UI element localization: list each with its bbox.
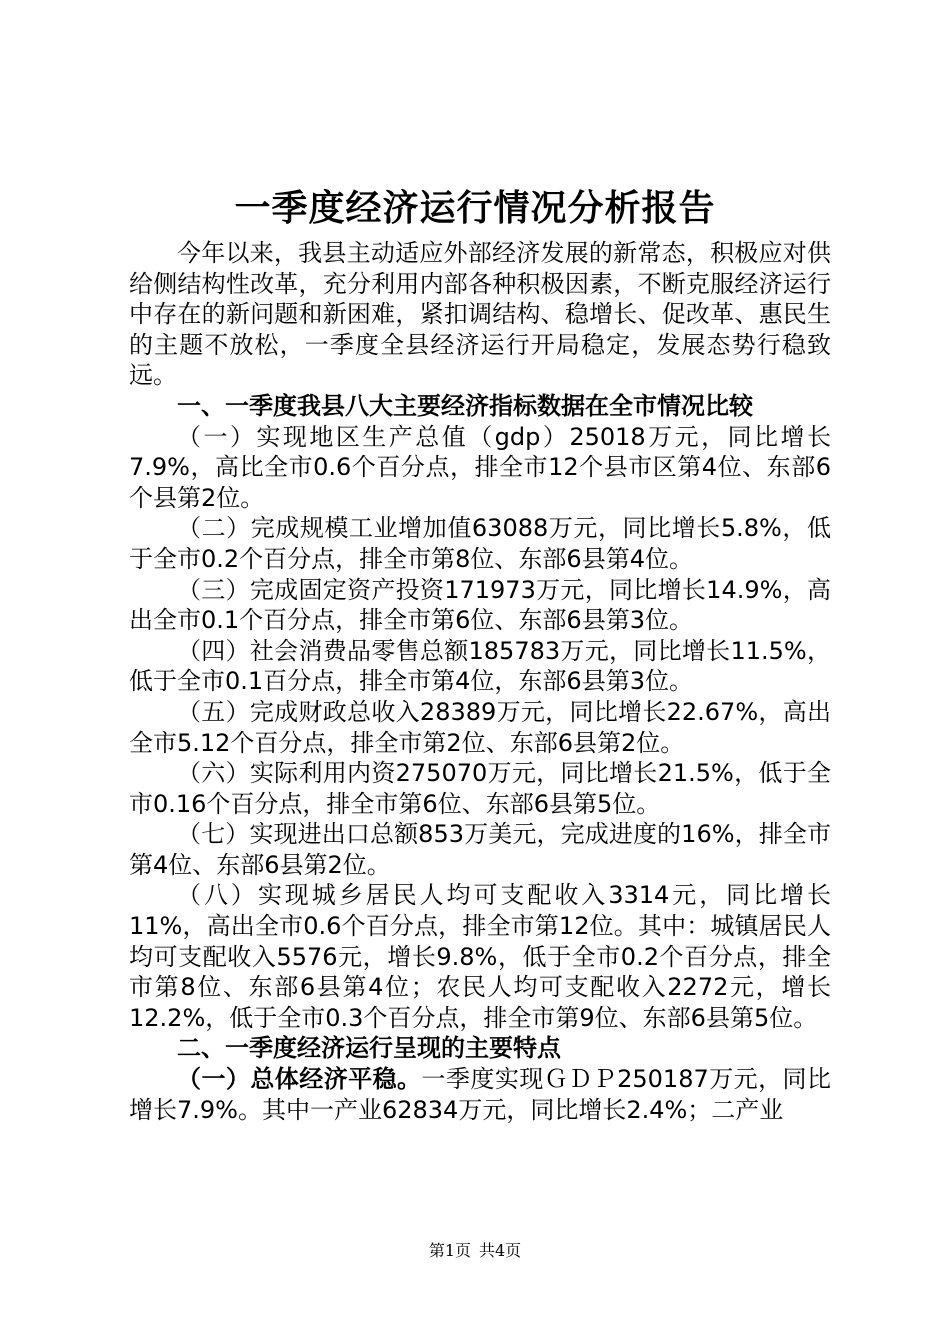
section-2-heading: 二、一季度经济运行呈现的主要特点 (177, 1034, 561, 1063)
intro-paragraph: 今年以来，我县主动适应外部经济发展的新常态，积极应对供给侧结构性改革，充分利用内部各种积极因素，不断克服经济运行中存在的新问题和新困难，紧扣调结构、稳增长、促改革、惠民生的主题不放松，一季度全县经济运行开局稳定，发展态势行稳致远。 (129, 239, 831, 390)
page-number-current: 第1页 (428, 1241, 471, 1260)
indicator-item-5: （五）完成财政总收入28389万元，同比增长22.67%，高出全市5.12个百分点，排全市第2位、东部6县第2位。 (129, 697, 831, 757)
document-title: 一季度经济运行情况分析报告 (234, 187, 716, 229)
document-body (129, 238, 831, 1125)
feature-item-1-text: 一季度实现ＧＤＰ250187万元，同比增长7.9%。其中一产业62834万元，同比增长2.4%；二产业 (129, 1065, 831, 1124)
indicator-item-6: （六）实际利用内资275070万元，同比增长21.5%，低于全市0.16个百分点，排全市第6位、东部6县第5位。 (129, 759, 831, 818)
feature-item-1 (129, 1064, 831, 1125)
feature-item-1-lead: （一）总体经济平稳。 (177, 1065, 422, 1094)
page-number-total: 共4页 (479, 1241, 522, 1260)
indicator-item-8: （八）实现城乡居民人均可支配收入3314元，同比增长11%，高出全市0.6个百分点，排全市第12位。其中：城镇居民人均可支配收入5576元，增长9.8%，低于全市0.2个百分点，排全市第8位、东部6县第4位；农民人均可支配收入2272元，增长12.2%，低于全市0.3个百分点，排全市第9位、东部6县第5位。 (129, 881, 831, 1032)
indicator-item-3: （三）完成固定资产投资171973万元，同比增长14.9%，高出全市0.1个百分点，排全市第6位、东部6县第3位。 (129, 575, 831, 635)
indicator-item-2: （二）完成规模工业增加值63088万元，同比增长5.8%，低于全市0.2个百分点，排全市第8位、东部6县第4位。 (129, 514, 831, 573)
section-1-heading: 一、一季度我县八大主要经济指标数据在全市情况比较 (177, 391, 753, 420)
indicator-item-4: （四）社会消费品零售总额185783万元，同比增长11.5%，低于全市0.1百分点，排全市第4位，东部6县第3位。 (129, 636, 831, 696)
indicator-item-1: （一）实现地区生产总值（gdp）25018万元，同比增长7.9%，高比全市0.6个百分点，排全市12个县市区第4位、东部6个县第2位。 (129, 422, 831, 512)
page-footer (0, 1240, 950, 1262)
indicator-item-7: （七）实现进出口总额853万美元，完成进度的16%，排全市第4位、东部6县第2位。 (129, 820, 831, 879)
